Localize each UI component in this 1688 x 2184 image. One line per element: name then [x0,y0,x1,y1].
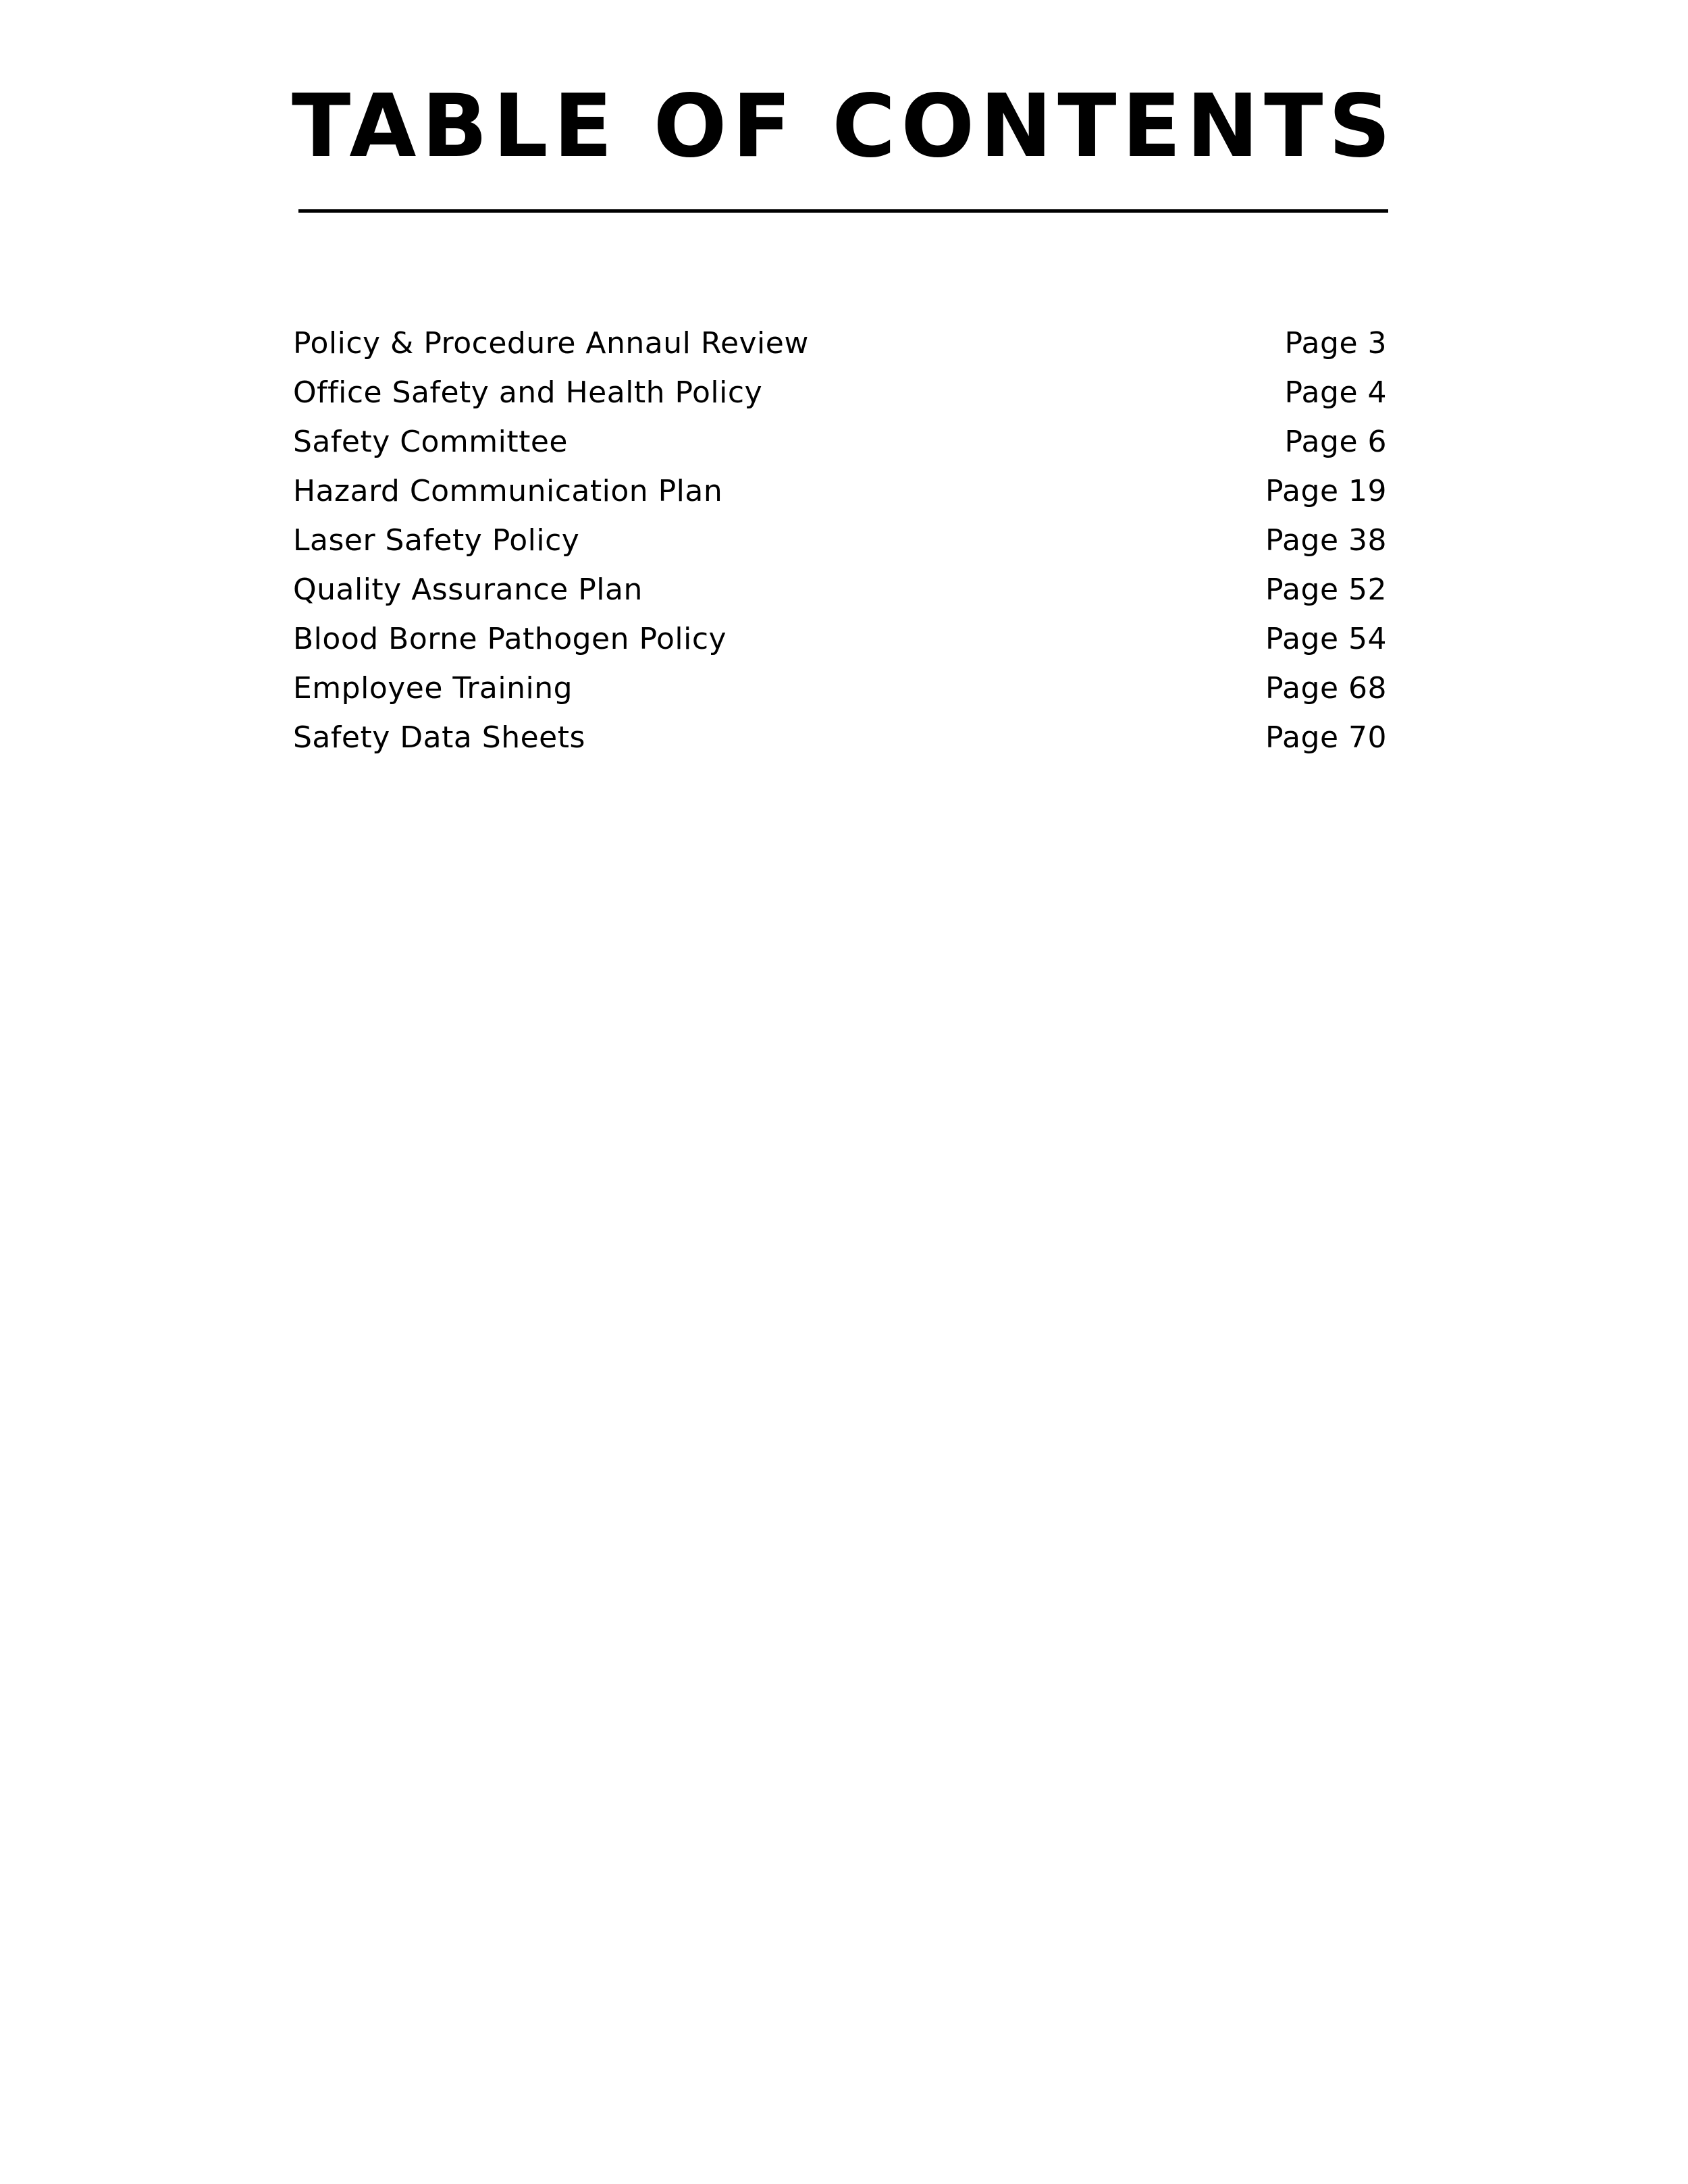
toc-entry-title: Laser Safety Policy [293,523,580,558]
toc-entry-page: Page 38 [1265,523,1387,558]
toc-entry[interactable] [293,664,1387,713]
toc-entry-title: Office Safety and Health Policy [293,375,763,410]
toc-entry-title: Policy & Procedure Annaul Review [293,326,809,361]
toc-entry-page: Page 3 [1284,326,1387,361]
title-divider [298,209,1388,213]
toc-entry[interactable] [293,713,1387,762]
toc-entry-page: Page 52 [1265,572,1387,607]
toc-list [293,319,1387,762]
toc-entry[interactable] [293,565,1387,614]
toc-entry-title: Hazard Communication Plan [293,474,723,508]
toc-entry[interactable] [293,319,1387,368]
toc-entry[interactable] [293,516,1387,565]
page-title: TABLE OF CONTENTS [292,76,1396,177]
toc-entry[interactable] [293,417,1387,467]
toc-entry-title: Employee Training [293,671,573,705]
toc-entry-page: Page 68 [1265,671,1387,705]
toc-entry-page: Page 6 [1284,425,1387,459]
toc-entry-title: Safety Data Sheets [293,720,585,755]
toc-entry-page: Page 54 [1265,622,1387,656]
toc-entry[interactable] [293,368,1387,417]
toc-entry-title: Safety Committee [293,425,568,459]
toc-entry-title: Quality Assurance Plan [293,572,643,607]
toc-entry[interactable] [293,467,1387,516]
toc-entry-page: Page 19 [1265,474,1387,508]
toc-entry-title: Blood Borne Pathogen Policy [293,622,727,656]
toc-entry-page: Page 4 [1284,375,1387,410]
toc-entry-page: Page 70 [1265,720,1387,755]
toc-entry[interactable] [293,614,1387,664]
